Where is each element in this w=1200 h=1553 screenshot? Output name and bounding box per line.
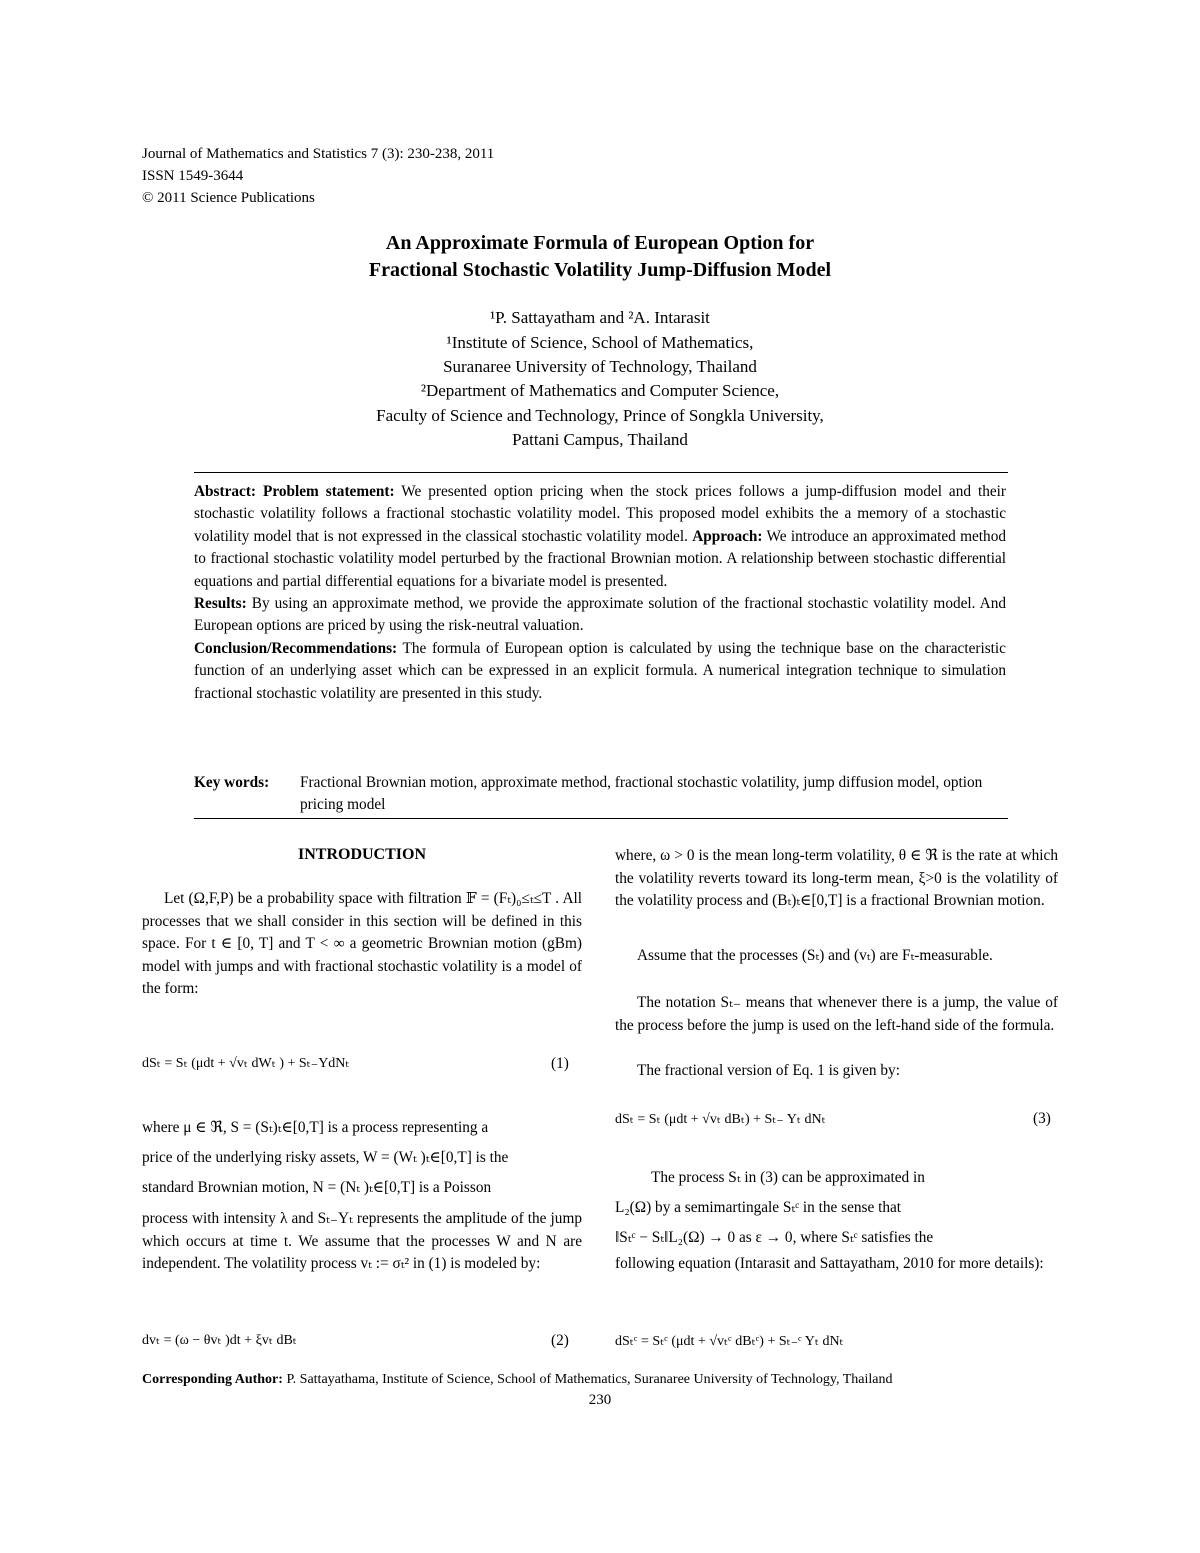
- right-p5-line2: L₂(Ω) by a semimartingale Sₜᶜ in the sense that: [615, 1199, 902, 1216]
- intro-p2-line3: standard Brownian motion, N = (Nₜ )ₜ∈[0,T] is a Poisson: [142, 1179, 492, 1196]
- right-p3-text: The notation Sₜ₋ means that whenever there is a jump, the value of the process before the jump is used on the left-hand side of the formula.: [615, 994, 1058, 1034]
- right-p2-text: Assume that the processes (Sₜ) and (vₜ) are Fₜ-measurable.: [637, 947, 993, 964]
- intro-p1-text: Let (Ω,F,P) be a probability space with filtration 𝔽 = (Fₜ)₀≤ₜ≤T . All processes that we shall consider in this section will be defined in this space. For t ∈ [0, T] and T < ∞ a geometric Brownian motion (gBm) model with jumps and with fractional stochastic volatility is a model of the form:: [142, 890, 582, 997]
- equation-4: [615, 1333, 1058, 1350]
- corresponding-author-label: Corresponding Author:: [142, 1372, 283, 1387]
- issn: ISSN 1549-3644: [142, 168, 244, 184]
- equation-2-formula: dvₜ = (ω − θvₜ )dt + ξvₜ dBₜ: [142, 1333, 297, 1348]
- abstract: [194, 481, 1006, 705]
- equation-1-formula: dSₜ = Sₜ (μdt + √vₜ dWₜ ) + Sₜ₋YdNₜ: [142, 1056, 350, 1071]
- intro-p2-line1: where μ ∈ ℜ, S = (Sₜ)ₜ∈[0,T] is a process representing a: [142, 1119, 489, 1136]
- author-names: ¹P. Sattayatham and ²A. Intarasit: [490, 308, 710, 327]
- right-paragraph-5-rest: [615, 1253, 1058, 1276]
- approach-label: Approach:: [692, 527, 763, 545]
- problem-label: Problem statement:: [263, 483, 395, 500]
- copyright: © 2011 Science Publications: [142, 190, 315, 206]
- equation-3: [615, 1111, 1058, 1128]
- abstract-top-rule: [194, 472, 1008, 473]
- keywords: [194, 772, 1006, 817]
- equation-1: [142, 1055, 582, 1072]
- paper-title-line1: An Approximate Formula of European Option for: [385, 232, 815, 254]
- right-p5-line3: ‖Sₜᶜ − Sₜ‖L₂(Ω) → 0 as ε → 0, where Sₜᶜ satisfies the: [615, 1229, 934, 1246]
- intro-paragraph-1: [142, 888, 582, 1001]
- page-number: 230: [588, 1392, 612, 1408]
- right-paragraph-1: [615, 845, 1058, 913]
- equation-3-number: (3): [1033, 1110, 1051, 1127]
- intro-p2-rest: process with intensity λ and Sₜ₋Yₜ represents the amplitude of the jump which occurs at time t. We assume that the processes W and N are independent. The volatility process vₜ := σₜ² in (1) is modeled by:: [142, 1210, 582, 1272]
- keywords-label: Key words:: [194, 774, 270, 791]
- corresponding-author: [142, 1370, 1062, 1390]
- right-paragraph-3: [615, 992, 1058, 1037]
- affiliation-2-line3: Pattani Campus, Thailand: [512, 430, 688, 449]
- right-p4-text: The fractional version of Eq. 1 is given by:: [637, 1062, 900, 1079]
- results-text: By using an approximate method, we provide the approximate solution of the fractional stochastic volatility model. And European options are priced by using the risk-neutral valuation.: [194, 595, 1007, 635]
- right-p1-text: where, ω > 0 is the mean long-term volatility, θ ∈ ℜ is the rate at which the volatility reverts toward its long-term mean, ξ>0 is the volatility of the volatility process and (Bₜ)ₜ∈[0,T] is a fractional Brownian motion.: [615, 847, 1058, 909]
- results-label: Results:: [194, 595, 247, 613]
- right-p5-rest: following equation (Intarasit and Sattayatham, 2010 for more details):: [615, 1255, 1044, 1272]
- corresponding-author-text: P. Sattayathama, Institute of Science, School of Mathematics, Suranaree University of Technology, Thailand: [286, 1372, 893, 1387]
- equation-4-formula: dSₜᶜ = Sₜᶜ (μdt + √vₜᶜ dBₜᶜ) + Sₜ₋ᶜ Yₜ dNₜ: [615, 1334, 844, 1349]
- affiliation-2-line2: Faculty of Science and Technology, Prince of Songkla University,: [376, 406, 824, 425]
- affiliation-1-line1: ¹Institute of Science, School of Mathematics,: [446, 333, 754, 352]
- equation-2-number: (2): [551, 1332, 569, 1349]
- keywords-text: Fractional Brownian motion, approximate method, fractional stochastic volatility, jump diffusion model, option pricing model: [300, 774, 983, 814]
- equation-3-formula: dSₜ = Sₜ (μdt + √vₜ dBₜ) + Sₜ₋ Yₜ dNₜ: [615, 1112, 826, 1127]
- abstract-label: Abstract:: [194, 483, 257, 500]
- paper-title-line2: Fractional Stochastic Volatility Jump-Diffusion Model: [368, 259, 832, 281]
- right-p5-line1: The process Sₜ in (3) can be approximated in: [651, 1169, 925, 1186]
- equation-1-number: (1): [551, 1055, 569, 1072]
- right-paragraph-2: [615, 945, 1058, 968]
- affiliation-1-line2: Suranaree University of Technology, Thailand: [443, 357, 757, 376]
- right-paragraph-5-lines: [615, 1163, 1058, 1253]
- conclusion-label: Conclusion/Recommendations:: [194, 639, 398, 657]
- journal-citation: Journal of Mathematics and Statistics 7 (3): 230-238, 2011: [142, 146, 495, 162]
- affiliation-2-line1: ²Department of Mathematics and Computer Science,: [420, 381, 780, 400]
- problem-text: We presented option pricing when the stock prices follows a jump-diffusion model and their stochastic volatility follows a fractional stochastic volatility model. This proposed model exhibits the a memory of a stochastic volatility model that is not expressed in the classical stochastic volatility model.: [194, 483, 1006, 545]
- equation-2: [142, 1332, 582, 1349]
- intro-paragraph-2-lines: [142, 1113, 582, 1203]
- right-paragraph-4: [615, 1060, 1058, 1083]
- approach-text: We introduce an approximated method to fractional stochastic volatility model perturbed by the fractional Brownian motion. A relationship between stochastic differential equations and partial differential equations for a bivariate model is presented.: [194, 527, 1006, 590]
- intro-paragraph-2-rest: [142, 1208, 582, 1276]
- intro-p2-line2: price of the underlying risky assets, W = (Wₜ )ₜ∈[0,T] is the: [142, 1149, 509, 1166]
- keywords-bottom-rule: [194, 818, 1008, 819]
- section-title-introduction: INTRODUCTION: [297, 846, 426, 863]
- conclusion-text: The formula of European option is calculated by using the technique base on the characteristic function of an underlying asset which can be expressed in an explicit formula. A numerical integration technique to simulation fractional stochastic volatility are presented in this study.: [194, 639, 1006, 702]
